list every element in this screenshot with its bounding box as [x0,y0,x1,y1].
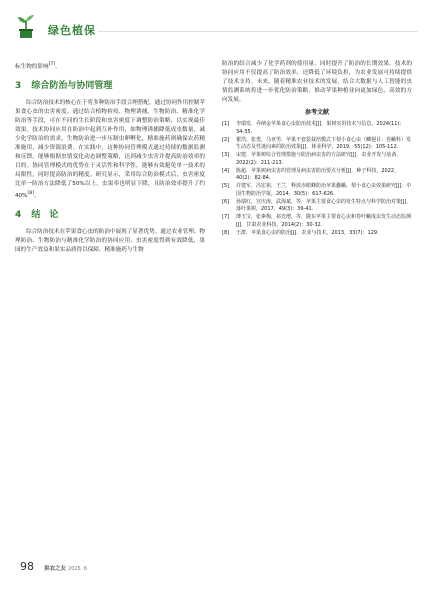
header-divider [98,31,418,32]
right-column [222,60,412,238]
section-banner-title: 绿色植保 [48,24,96,37]
reference-item: [1] 李瑞发．乔纳金苹果食心虫防治技术[J]．果树实用技术与信息，2024(11)：34-35. [222,121,405,135]
reference-item: [5] 许建军，冯宏祖，王兰．释放赤眼蜂防治苹果蠹蛾、梨小食心虫效果研究[J]．中国生物防治学报，2014，30(5)：617-626. [222,183,412,197]
section-heading [15,82,205,91]
reference-item: [8] 王群．苹果食心虫的防治[J]．农业与技术，2013，33(7)：129. [222,229,379,236]
section-number: 4 [15,209,22,220]
body-paragraph: 综合防治技术在苹果食心虫的防治中展现了显著优势。通过农业管理、物理防治、生物防治与精准化学防治的协同应用，虫害密度得到有效降低，果园的生产效益和果实品质得以保障。精准施药与生物 [15,228,206,253]
reference-item: [2] 瞿浩，张勇，马亚男．苹果不套袋栽培模式下梨小食心虫（鳞翅目：卷蛾科）发生动态及性迷向素的防治效果[J]．林业科学，2019，55(12)：105-112. [222,136,412,150]
issue-label: 2025. 6 [68,566,88,572]
references-list [222,121,412,237]
body-paragraph: 综合防治技术的核心在于将多种防治手段合理搭配，通过协同作用控制苹果食心虫的虫害密度。通过结合植物检疫、物理诱捕、生物防治、精准化学防治等手段，可在不同的生长阶段和虫害密度下调整防治策略，以实现最佳效果。技术协同应用在防治中起到互补作用，如物理诱捕降低成虫数量，减少化学防治的需求，生物防治进一步压制虫卵孵化，精准施药则确保农药精准施用，减少资源浪费。在实践中，这种协同管理模式通过持续的数据监测和反馈，能够根据虫情变化动态调整策略，达到减少虫害并提高防治效率的目的。协同管理模式的优势在于灵活性和科学性，能够有效避免单一技术的局限性，同时提高防治的精度。研究显示，采用综合防治模式后，虫害密度比单一防治方法降低了50%以上，虫果率也明显下降，且防治效率提升了约40%[8]。 [15,99,206,199]
reference-item: [6] 孙瑞红，宫庆涛，武海斌，等．苹果主要食心虫的发生特点与科学防治对策[J]．落叶果树，2017，49(3)：39-41. [222,198,412,212]
section-title: 综合防治与协同管理 [31,80,113,91]
intro-paragraph: 标生物的影响[7]。 [15,62,61,70]
page-number: 98 [20,560,34,573]
left-column [15,60,205,255]
references-heading: 参考文献 [304,109,329,116]
body-paragraph: 防治的结合减少了化学药剂的使用量，同时提升了防治的长期效果。技术的协同应用不仅提高了防治效率，还降低了环境负担，为农业发展可持续提供了技术支持。未来，随着精准农业技术的发展，结合大数据与人工智能的虫情监测系统将进一步优化防治策略，推动苹果种植业向更加绿色、高效的方向发展。 [222,61,412,103]
journal-name: 果农之友 2025. 6 [44,566,88,572]
section-title: 结 论 [31,209,59,220]
section-number: 3 [15,80,22,91]
reference-item: [4] 陈超．苹果树病虫害的管理及病虫害防治要点分析[J]．种子科技，2022，40(2)：82-84. [222,167,400,181]
reference-item: [3] 宋建．苹果树综合管理措施与防治病虫害的方法研究[J]．农业开发与装备，2022(2)：211-213. [222,152,402,166]
section-heading [15,211,205,220]
reference-item: [7] 薄玉宝，张素梅，祁光增，等．陇东苹果主要食心虫和卷叶蛾成虫发生动态监测[J]．甘肃农业科技，2014(2)：30-32. [222,214,412,228]
page-header [10,20,420,40]
plant-sprout-icon [14,14,38,40]
page-footer [20,560,87,573]
